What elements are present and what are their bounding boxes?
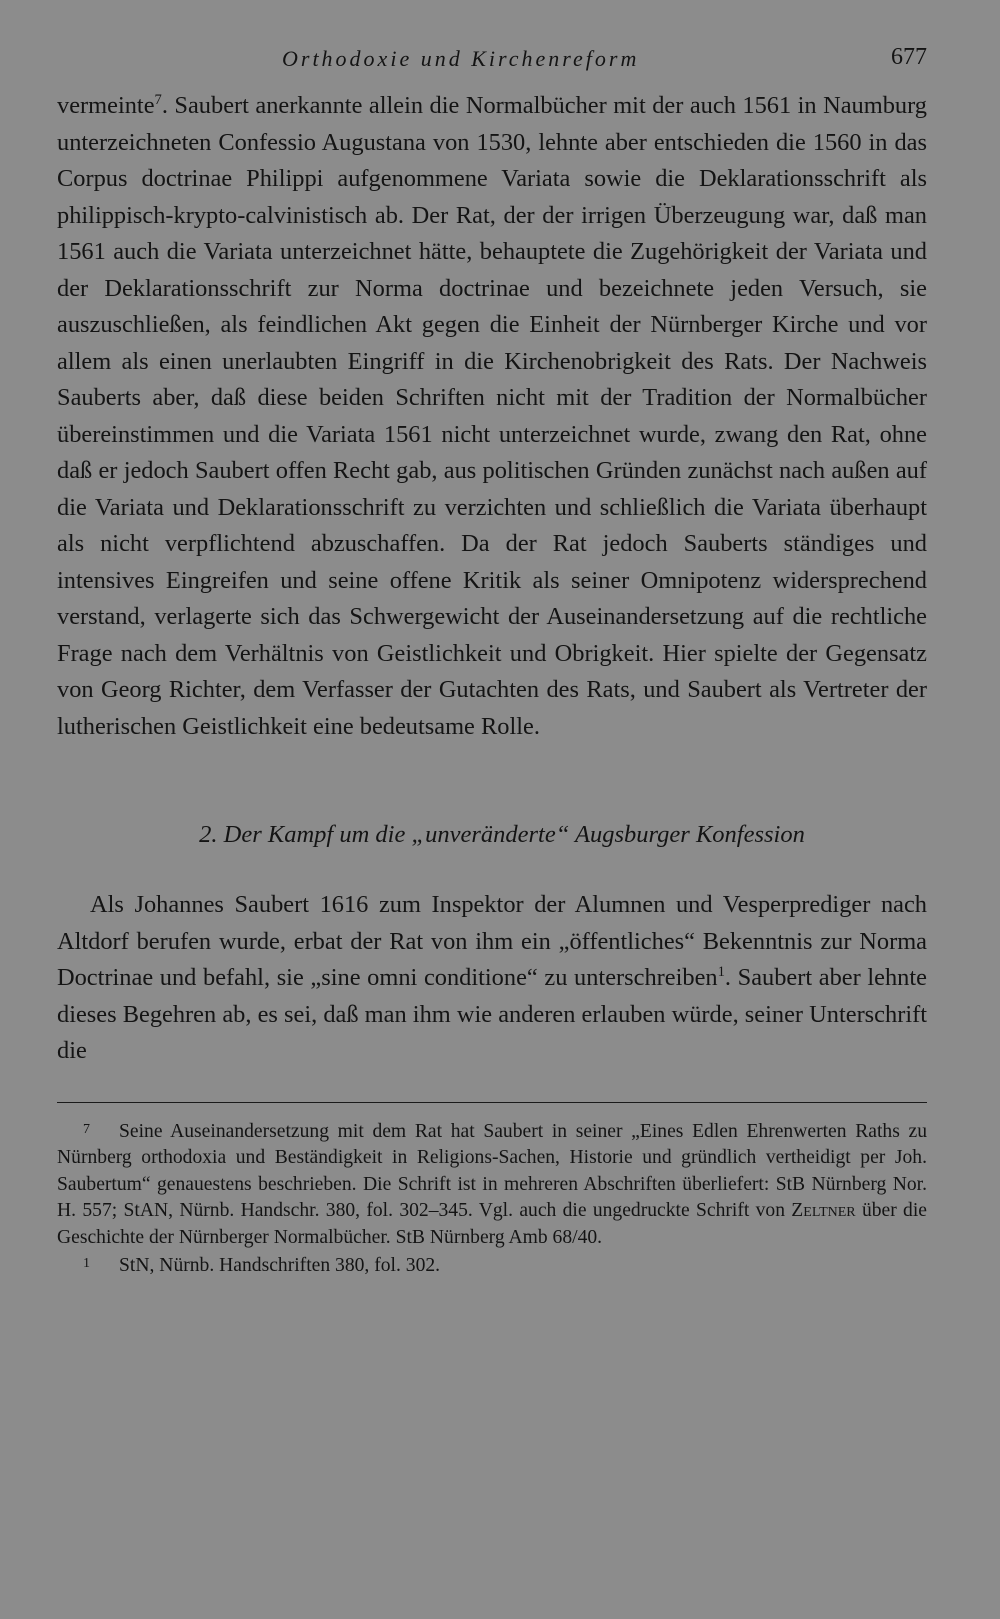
footnote-divider bbox=[57, 1102, 927, 1103]
body-paragraph-1 bbox=[57, 88, 927, 745]
section-heading: 2. Der Kampf um die „unveränderte“ Augsburger Konfession bbox=[199, 821, 805, 848]
paragraph-text: . Saubert anerkannte allein die Normalbücher mit der auch 1561 in Naumburg unterzeichneten Confessio Augustana von 1530, lehnte aber entschieden die 1560 in das Corpus doctrinae Philippi aufgenommene Variata sowie die Deklarationsschrift als philippisch-krypto-calvinistisch ab. Der Rat, der der irrigen Überzeugung war, daß man 1561 auch die Variata unterzeichnet hätte, behauptete die Zugehörigkeit der Variata und der Deklarationsschrift zur Norma doctrinae und bezeichnete jeden Versuch, sie auszuschließen, als feindlichen Akt gegen die Einheit der Nürnberger Kirche und vor allem als einen unerlaubten Eingriff in die Kirchenobrigkeit des Rats. Der Nachweis Sauberts aber, daß diese beiden Schriften nicht mit der Tradition der Normalbücher übereinstimmen und die Variata 1561 nicht unterzeichnet wurde, zwang den Rat, ohne daß er jedoch Saubert offen Recht gab, aus politischen Gründen zunächst nach außen auf die Variata und Deklarationsschrift zu verzichten und schließlich die Variata überhaupt als nicht verpflichtend abzuschaffen. Da der Rat jedoch Sauberts ständiges und intensives Eingreifen und seine offene Kritik als seiner Omnipotenz widersprechend verstand, verlagerte sich das Schwergewicht der Auseinandersetzung auf die rechtliche Frage nach dem Verhältnis von Geistlichkeit und Obrigkeit. Hier spielte der Gegensatz von Georg Richter, dem Verfasser der Gutachten des Rats, und Saubert als Vertreter der lutherischen Geistlichkeit eine bedeutsame Rolle. bbox=[57, 92, 927, 740]
running-title: Orthodoxie und Kirchenreform bbox=[282, 46, 640, 71]
footnote-text: StN, Nürnb. Handschriften 380, fol. 302. bbox=[119, 1255, 441, 1277]
footnote-reference-7: 7 bbox=[154, 91, 162, 108]
footnote-text: über die Geschichte der Nürnberger Normalbücher. StB Nürnberg Amb 68/40. bbox=[57, 1200, 927, 1248]
running-head bbox=[57, 38, 927, 88]
body-paragraph-2 bbox=[57, 887, 927, 1070]
book-page bbox=[57, 38, 927, 1280]
footnote-reference-1: 1 bbox=[717, 963, 725, 980]
paragraph-text: vermeinte bbox=[57, 92, 155, 119]
paragraph-text: Als Johannes Saubert 1616 zum Inspektor der Alumnen und Vesperprediger nach Altdorf berufen wurde, erbat der Rat von ihm ein „öffentliches“ Bekenntnis zur Norma Doctrinae und befahl, sie „sine omni conditione“ zu unterschreiben bbox=[57, 891, 927, 991]
footnote-text: Seine Auseinandersetzung mit dem Rat hat Saubert in seiner „Eines Edlen Ehrenwerten Raths zu Nürnberg orthodoxia und Beständigkeit in Religions-Sachen, Historie und gründlich vertheidigt per Joh. Saubertum“ genauestens beschrieben. Die Schrift ist in mehreren Abschriften überliefert: StB Nürnberg Nor. H. 557; StAN, Nürnb. Handschr. 380, fol. 302–345. Vgl. auch die ungedruckte Schrift von bbox=[57, 1120, 927, 1222]
paragraph-text: . Saubert aber lehnte dieses Begehren ab, es sei, daß man ihm wie anderen erlauben würde, seiner Unterschrift die bbox=[57, 964, 927, 1064]
footnote-mark: 7 bbox=[83, 1121, 90, 1137]
footnote-author: Zeltner bbox=[791, 1200, 856, 1222]
footnotes bbox=[57, 1117, 927, 1281]
footnote-7 bbox=[57, 1117, 927, 1252]
page-number: 677 bbox=[891, 44, 927, 70]
footnote-1 bbox=[57, 1251, 927, 1280]
footnote-mark: 1 bbox=[83, 1256, 90, 1272]
